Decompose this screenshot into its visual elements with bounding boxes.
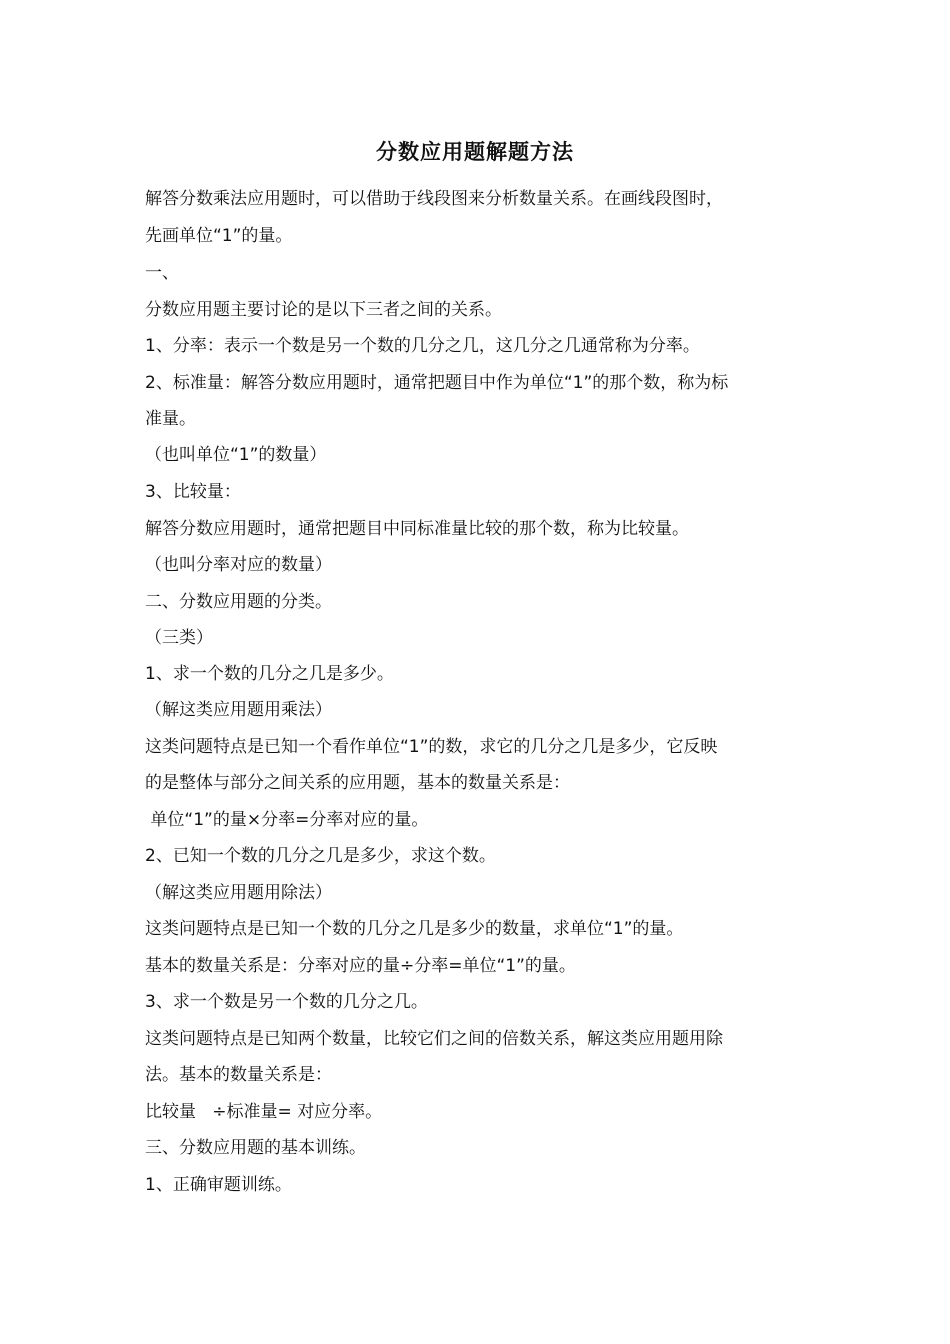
text-line: 分数应用题主要讨论的是以下三者之间的关系。 [145, 300, 502, 320]
text-line: 这类问题特点是已知两个数量，比较它们之间的倍数关系，解这类应用题用除 [145, 1029, 723, 1049]
text-line: 先画单位“1”的量。 [145, 226, 293, 246]
section-heading: 二、分数应用题的分类。 [145, 592, 332, 612]
section-heading: 一、 [145, 263, 179, 283]
text-line: 比较量 ÷标准量= 对应分率。 [145, 1102, 383, 1122]
text-line: 解答分数应用题时，通常把题目中同标准量比较的那个数，称为比较量。 [145, 519, 689, 539]
text-line: （也叫单位“1”的数量） [145, 445, 327, 465]
text-line: 3、比较量： [145, 482, 241, 502]
text-line: 的是整体与部分之间关系的应用题，基本的数量关系是： [145, 773, 570, 793]
text-line: 1、求一个数的几分之几是多少。 [145, 664, 394, 684]
text-line: 3、求一个数是另一个数的几分之几。 [145, 992, 428, 1012]
text-line: （也叫分率对应的数量） [145, 555, 332, 575]
text-line: 基本的数量关系是：分率对应的量÷分率=单位“1”的量。 [145, 956, 576, 976]
text-line: 这类问题特点是已知一个看作单位“1”的数，求它的几分之几是多少，它反映 [145, 737, 718, 757]
text-line: 2、已知一个数的几分之几是多少，求这个数。 [145, 846, 496, 866]
text-line: （解这类应用题用乘法） [145, 700, 332, 720]
text-line: 1、分率：表示一个数是另一个数的几分之几，这几分之几通常称为分率。 [145, 336, 700, 356]
text-line: 准量。 [145, 409, 196, 429]
text-line: 解答分数乘法应用题时，可以借助于线段图来分析数量关系。在画线段图时， [145, 189, 723, 209]
section-heading: 三、分数应用题的基本训练。 [145, 1138, 366, 1158]
text-line: 1、正确审题训练。 [145, 1175, 292, 1195]
document-title: 分数应用题解题方法 [376, 140, 574, 164]
text-line: （解这类应用题用除法） [145, 883, 332, 903]
text-line: 这类问题特点是已知一个数的几分之几是多少的数量，求单位“1”的量。 [145, 919, 684, 939]
text-line: （三类） [145, 628, 213, 648]
text-line: 2、标准量：解答分数应用题时，通常把题目中作为单位“1”的那个数，称为标 [145, 373, 729, 393]
text-line: 法。基本的数量关系是： [145, 1065, 332, 1085]
text-line: 单位“1”的量×分率=分率对应的量。 [145, 810, 429, 830]
